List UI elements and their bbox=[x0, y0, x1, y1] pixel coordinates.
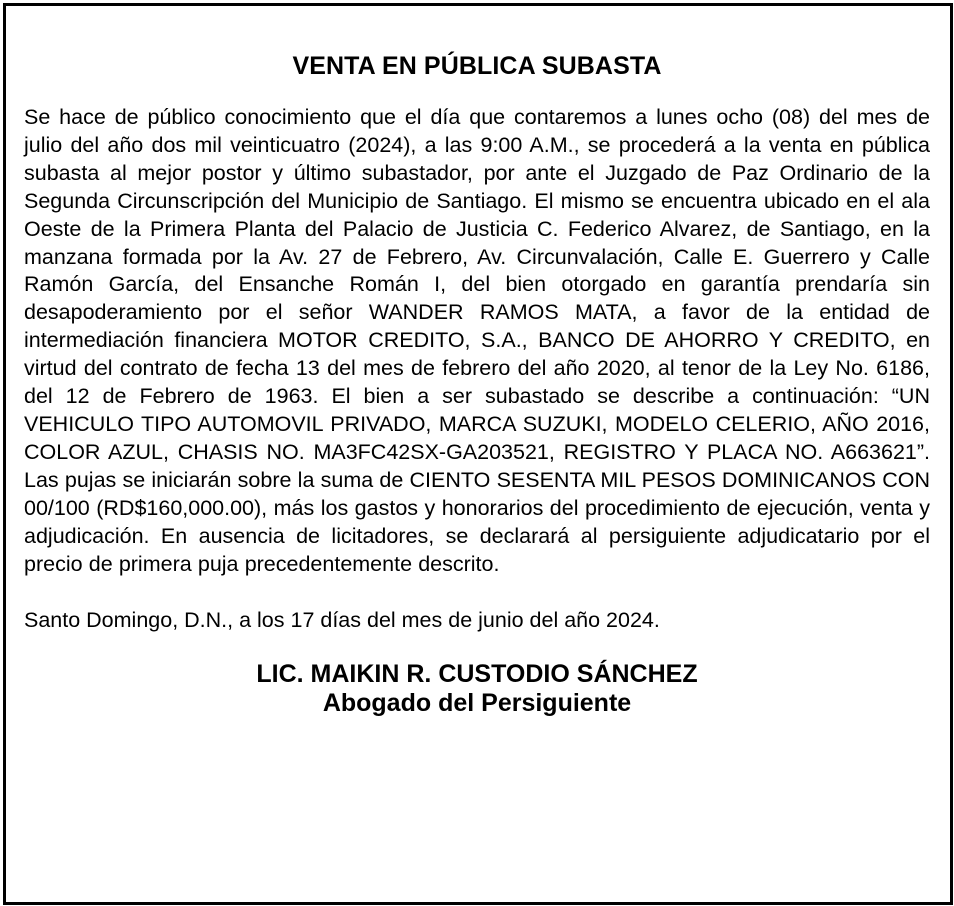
legal-notice-frame bbox=[3, 3, 953, 905]
signer-role: Abogado del Persiguiente bbox=[322, 689, 632, 718]
signer-name: LIC. MAIKIN R. CUSTODIO SÁNCHEZ bbox=[256, 660, 698, 689]
signature-block bbox=[24, 660, 930, 718]
notice-place-date: Santo Domingo, D.N., a los 17 días del mes de junio del año 2024. bbox=[24, 608, 660, 633]
legal-notice-content bbox=[24, 6, 930, 718]
notice-title: VENTA EN PÚBLICA SUBASTA bbox=[292, 52, 662, 80]
notice-body: Se hace de público conocimiento que el día que contaremos a lunes ocho (08) del mes de julio del año dos mil veinticuatro (2024), a las 9:00 A.M., se procederá a la venta en pública subasta al mejor postor y último subastador, por ante el Juzgado de Paz Ordinario de la Segunda Circunscripción del Municipio de Santiago. El mismo se encuentra ubicado en el ala Oeste de la Primera Planta del Palacio de Justicia C. Federico Alvarez, de Santiago, en la manzana formada por la Av. 27 de Febrero, Av. Circunvalación, Calle E. Guerrero y Calle Ramón García, del Ensanche Román I, del bien otorgado en garantía prendaría sin desapoderamiento por el señor WANDER RAMOS MATA, a favor de la entidad de intermediación financiera MOTOR CREDITO, S.A., BANCO DE AHORRO Y CREDITO, en virtud del contrato de fecha 13 del mes de febrero del año 2020, al tenor de la Ley No. 6186, del 12 de Febrero de 1963. El bien a ser subastado se describe a continuación: “UN VEHICULO TIPO AUTOMOVIL PRIVADO, MARCA SUZUKI, MODELO CELERIO, AÑO 2016, COLOR AZUL, CHASIS NO. MA3FC42SX-GA203521, REGISTRO Y PLACA NO. A663621”. Las pujas se iniciarán sobre la suma de CIENTO SESENTA MIL PESOS DOMINICANOS CON 00/100 (RD$160,000.00), más los gastos y honorarios del procedimiento de ejecución, venta y adjudicación. En ausencia de licitadores, se declarará al persiguiente adjudicatario por el precio de primera puja precedentemente descrito. bbox=[24, 105, 930, 576]
